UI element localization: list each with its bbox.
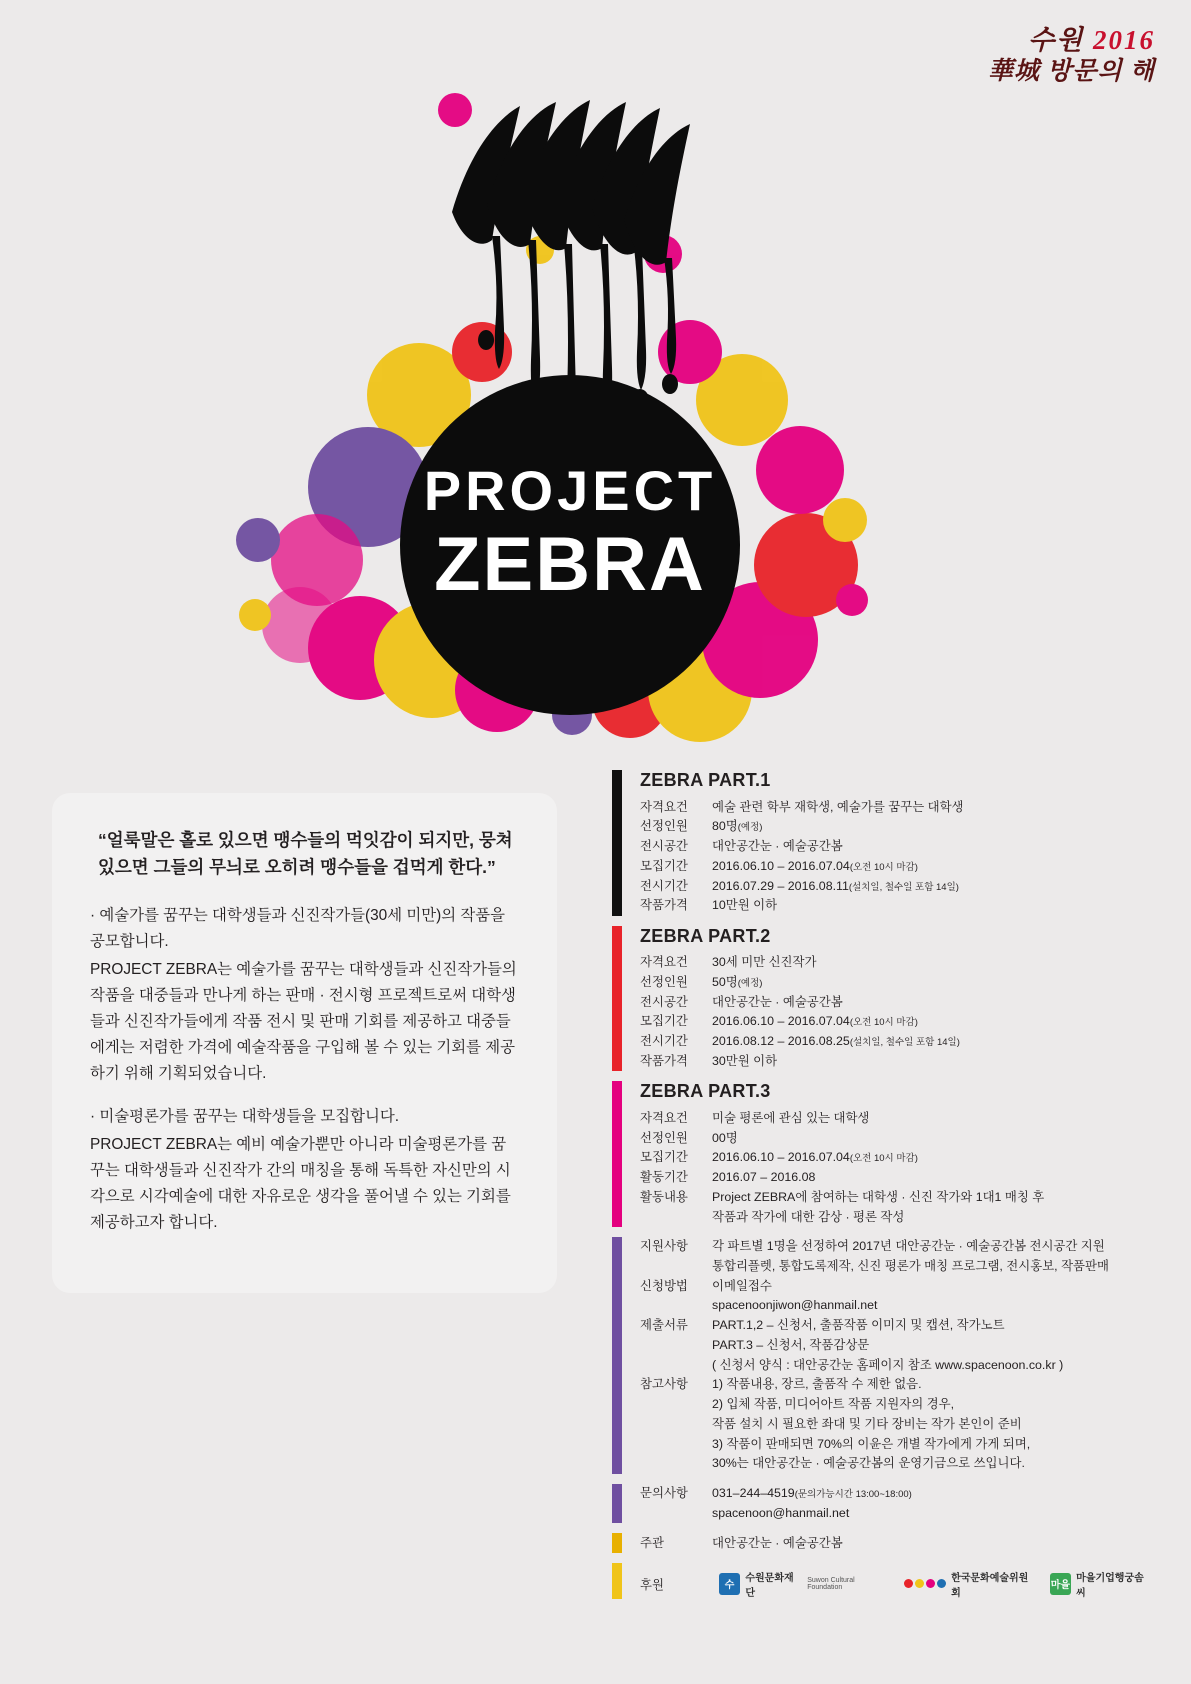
table-row [640,1128,1152,1148]
part-2-row-note: (설치일, 철수일 포함 14일) [849,1037,960,1049]
support-row-label: 신청방법 [640,1278,688,1293]
part-2-row-label: 선정인원 [640,974,688,989]
support-row-value: 30%는 대안공간눈 · 예술공간봄의 운영기금으로 쓰입니다. [712,1456,1025,1471]
table-row [640,1032,1152,1052]
intro-quote: “얼룩말은 홀로 있으면 맹수들의 먹잇감이 되지만, 뭉쳐있으면 그들의 무늬로 오히려 맹수들을 겁먹게 한다.” [98,830,513,878]
sponsor-logos [719,1569,1152,1599]
svg-text:PROJECT: PROJECT [423,459,717,522]
suwon-foundation-icon: 수 [719,1573,741,1595]
support-row-label [640,1296,712,1316]
sponsor-logo-subname: Suwon Cultural Foundation [807,1576,855,1591]
part-3-row-label: 활동내용 [640,1189,688,1204]
support-row-label: 제출서류 [640,1318,688,1333]
support-row-value: ( 신청서 양식 : 대안공간눈 홈페이지 참조 www.spacenoon.co.kr ) [712,1357,1064,1372]
part-1-row-value: 2016.06.10 – 2016.07.04(오전 10시 마감) [712,858,918,873]
contact-row-note: (문의가능시간 13:00~18:00) [794,1489,912,1501]
table-row [640,1395,1152,1415]
table-row [640,992,1152,1012]
support-row-label [640,1395,712,1415]
part-2-table [640,953,1152,1072]
table-row [640,1375,1152,1395]
sponsor-logo-name: 수원문화재단 [745,1572,794,1599]
table-row [640,856,1152,876]
support-row-value: 2) 입체 작품, 미디어아트 작품 지원자의 경우, [712,1397,955,1412]
details-column [612,770,1152,1599]
part-2-color-bar [612,926,622,1072]
brand-line-2: 華城 방문의 해 [987,57,1155,85]
support-row-value: 작품 설치 시 필요한 좌대 및 기타 장비는 작가 본인이 준비 [712,1416,1022,1431]
part-1-row-value: 10만원 이하 [712,898,778,913]
host-row-label: 주관 [640,1535,664,1550]
part-2-row-value: 2016.06.10 – 2016.07.04(오전 10시 마감) [712,1014,918,1029]
part-3-row-label [640,1207,712,1227]
part-2-row-value: 50명(예정) [712,974,763,989]
part-2-row-label: 전시공간 [640,994,688,1009]
support-row-label [640,1257,712,1277]
support-table [640,1237,1152,1474]
part-3-row-value: 00명 [712,1130,738,1145]
table-row [640,797,1152,817]
table-row [640,1257,1152,1277]
table-row [640,1052,1152,1072]
table-row [640,1276,1152,1296]
table-row [640,1296,1152,1316]
part-3-row-value: 2016.07 – 2016.08 [712,1170,816,1185]
dot-icon [915,1579,924,1588]
dot-icon [904,1579,913,1588]
sponsor-label: 후원 [640,1577,664,1592]
support-row-value: PART.1,2 – 신청서, 출품작품 이미지 및 캡션, 작가노트 [712,1318,1005,1333]
table-row [640,1533,1152,1553]
part-1-row-value: 2016.07.29 – 2016.08.11(설치일, 철수일 포함 14일) [712,878,959,893]
intro-paragraph-1-lead: · 예술가를 꿈꾸는 대학생들과 신진작가들(30세 미만)의 작품을 공모합니다. [90,907,505,951]
dot-icon [926,1579,935,1588]
support-row-label: 참고사항 [640,1377,688,1392]
part-3-table [640,1108,1152,1226]
part-2-row-value: 2016.08.12 – 2016.08.25(설치일, 철수일 포함 14일) [712,1034,960,1049]
part-3-section [612,1081,1152,1226]
dot-icon [937,1579,946,1588]
table-row [640,1207,1152,1227]
part-1-row-label: 작품가격 [640,898,688,913]
contact-row-label [640,1503,712,1523]
part-3-row-note: (오전 10시 마감) [849,1153,918,1165]
sponsor-color-bar [612,1563,622,1599]
support-section [612,1237,1152,1474]
host-section [612,1533,1152,1553]
part-3-color-bar [612,1081,622,1226]
contact-section [612,1484,1152,1524]
sponsor-logo [904,1569,1036,1599]
table-row [640,1168,1152,1188]
intro-paragraph-1-body: PROJECT ZEBRA는 예술가를 꿈꾸는 대학생들과 신진작가들의 작품을 대중들과 만나게 하는 판매 · 전시형 프로젝트로써 대학생들과 신진작가들에게 작품 전시 및 판매 기회를 제공하고 대중들에게는 저렴한 가격에 예술작품을 구입해 볼 수 있는 기회를 제공하기 위해 기획되었습니다. [90,961,517,1082]
part-2-row-value: 30만원 이하 [712,1054,778,1069]
part-2-row-note: (오전 10시 마감) [849,1017,918,1029]
part-1-color-bar [612,770,622,916]
part-1-row-value: 80명(예정) [712,819,763,834]
intro-paragraph-1 [90,903,519,1086]
support-row-value: 이메일접수 [712,1278,772,1293]
table-row [640,896,1152,916]
part-1-row-label: 전시공간 [640,839,688,854]
hero-graphic [0,0,1191,760]
support-row-value: 통합리플렛, 통합도록제작, 신진 평론가 매칭 프로그램, 전시홍보, 작품판매 [712,1259,1109,1273]
table-row [640,876,1152,896]
support-color-bar [612,1237,622,1474]
intro-paragraph-2-body: PROJECT ZEBRA는 예비 예술가뿐만 아니라 미술평론가를 꿈꾸는 대학생들과 신진작가 간의 매칭을 통해 독특한 자신만의 시각으로 시각예술에 대한 자유로운 생각을 풀어낼 수 있는 기회를 제공하고자 합니다. [90,1136,511,1231]
contact-color-bar [612,1484,622,1524]
table-row [640,1316,1152,1336]
part-1-row-label: 모집기간 [640,858,688,873]
table-row [640,1434,1152,1454]
brand-line-1: 수원 2016 [1028,25,1155,55]
contact-row-value: 031–244–4519(문의가능시간 13:00~18:00) [712,1486,912,1501]
table-row [640,1414,1152,1434]
table-row [640,817,1152,837]
table-row [640,1335,1152,1355]
part-3-title: ZEBRA PART.3 [640,1081,771,1102]
support-row-label [640,1335,712,1355]
part-3-row-label: 활동기간 [640,1170,688,1185]
part-1-section [612,770,1152,916]
support-row-label: 지원사항 [640,1239,688,1254]
sponsor-row [640,1563,1152,1599]
sponsor-logo [1050,1569,1152,1599]
part-1-row-note: (예정) [737,822,763,834]
table-row [640,1503,1152,1523]
part-1-row-label: 선정인원 [640,819,688,834]
part-1-row-label: 자격요건 [640,799,688,814]
support-row-value: spacenoonjiwon@hanmail.net [712,1298,878,1313]
table-row [640,1355,1152,1375]
intro-paragraph-2-lead: · 미술평론가를 꿈꾸는 대학생들을 모집합니다. [90,1108,399,1126]
arts-council-dots-icon [904,1579,946,1588]
part-2-row-value: 대안공간눈 · 예술공간봄 [712,994,843,1009]
svg-text:ZEBRA: ZEBRA [434,522,706,607]
part-3-row-value: 2016.06.10 – 2016.07.04(오전 10시 마감) [712,1150,918,1165]
intro-panel [52,793,557,1293]
contact-row-label: 문의사항 [640,1486,688,1501]
support-row-label [640,1454,712,1474]
part-1-table [640,797,1152,916]
part-2-row-label: 자격요건 [640,955,688,970]
part-3-row-value: 작품과 작가에 대한 감상 · 평론 작성 [712,1209,905,1224]
part-2-section [612,926,1152,1072]
part-2-title: ZEBRA PART.2 [640,925,771,946]
table-row [640,1237,1152,1257]
brand-year: 2016 [1093,25,1155,55]
part-1-row-value: 대안공간눈 · 예술공간봄 [712,839,843,854]
table-row [640,1108,1152,1128]
part-2-row-note: (예정) [737,977,763,989]
part-2-row-value: 30세 미만 신진작가 [712,955,817,970]
part-1-row-note: (오전 10시 마감) [849,861,918,873]
table-row [640,1454,1152,1474]
support-row-label [640,1355,712,1375]
part-1-row-value: 예술 관련 학부 재학생, 예술가를 꿈꾸는 대학생 [712,799,964,814]
part-3-row-label: 선정인원 [640,1130,688,1145]
table-row [640,1148,1152,1168]
support-row-value: PART.3 – 신청서, 작품감상문 [712,1337,870,1352]
table-row [640,953,1152,973]
part-1-row-label: 전시기간 [640,878,688,893]
table-row [640,1484,1152,1504]
table-row [640,837,1152,857]
part-1-row-note: (설치일, 철수일 포함 14일) [848,881,959,893]
table-row [640,972,1152,992]
support-row-value: 각 파트별 1명을 선정하여 2017년 대안공간눈 · 예술공간봄 전시공간 지원 [712,1239,1105,1254]
part-3-row-value: 미술 평론에 관심 있는 대학생 [712,1110,870,1125]
part-1-title: ZEBRA PART.1 [640,770,771,790]
sponsor-section [612,1563,1152,1599]
part-2-row-label: 작품가격 [640,1054,688,1069]
part-3-row-label: 자격요건 [640,1110,688,1125]
support-row-value: 3) 작품이 판매되면 70%의 이윤은 개별 작가에게 가게 되며, [712,1436,1031,1451]
host-row-value: 대안공간눈 · 예술공간봄 [712,1535,843,1550]
support-row-label [640,1414,712,1434]
contact-row-value: spacenoon@hanmail.net [712,1505,850,1520]
sponsor-logo-name: 한국문화예술위원회 [951,1572,1029,1599]
part-2-row-label: 모집기간 [640,1014,688,1029]
host-table [640,1533,1152,1553]
sponsor-logo-name: 마을기업행궁솜씨 [1076,1572,1144,1599]
part-2-row-label: 전시기간 [640,1034,688,1049]
support-row-label [640,1434,712,1454]
table-row [640,1187,1152,1207]
part-3-row-label: 모집기간 [640,1150,688,1165]
support-row-value: 1) 작품내용, 장르, 출품작 수 제한 없음. [712,1377,922,1392]
part-3-row-value: Project ZEBRA에 참여하는 대학생 · 신진 작가와 1대1 매칭 후 [712,1189,1045,1204]
contact-table [640,1484,1152,1524]
table-row [640,1012,1152,1032]
village-enterprise-icon: 마을 [1050,1573,1072,1595]
host-color-bar [612,1533,622,1553]
sponsor-logo [719,1569,890,1599]
intro-paragraph-2 [90,1104,519,1235]
